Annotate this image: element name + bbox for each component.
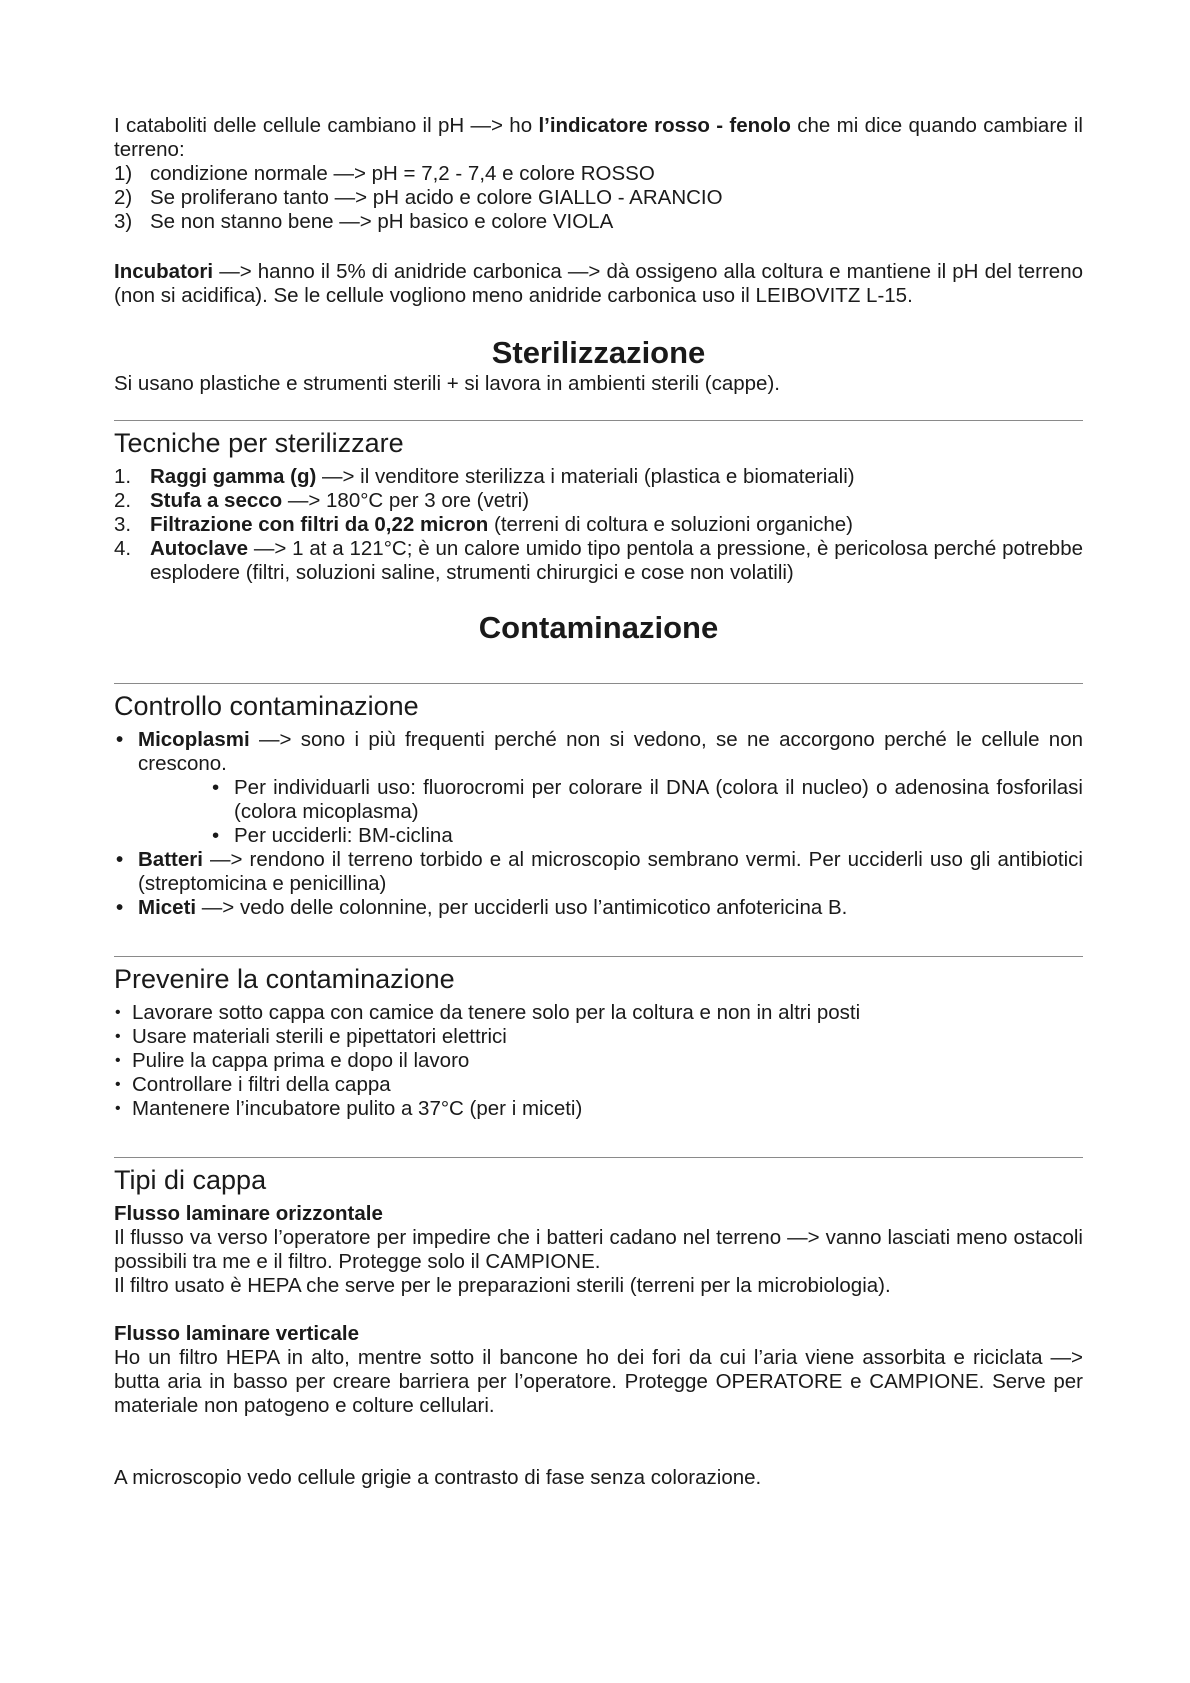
list-text: Pulire la cappa prima e dopo il lavoro [132,1049,470,1072]
list-text: —> 180°C per 3 ore (vetri) [282,489,530,512]
list-number: 2) [114,186,133,209]
list-text: Controllare i filtri della cappa [132,1073,391,1096]
sublist-text: Per individuarli uso: fluorocromi per colorare il DNA (colora il nucleo) o adenosina fosforilasi (colora micoplasma) [234,776,1083,823]
bullet: • [115,1076,121,1093]
bullet: • [115,1028,121,1045]
bullet: • [212,776,220,799]
subsection-title-tecniche: Tecniche per sterilizzare [114,428,404,458]
list-item-miceti [114,896,1083,920]
list-item [114,465,1083,489]
list-bold: Filtrazione con filtri da 0,22 micron [150,513,489,536]
final-text: A microscopio vedo cellule grigie a contrasto di fase senza colorazione. [114,1466,762,1489]
list-item [114,1049,1083,1073]
list-bold: Stufa a secco [150,489,283,512]
list-item [114,513,1083,537]
incubatori-paragraph [114,260,1083,308]
prevenire-list [114,1001,1083,1121]
vert-text: Ho un filtro HEPA in alto, mentre sotto il bancone ho dei fori da cui l’aria viene assorbita e riciclata —> butta aria in basso per creare barriera per l’operatore. Protegge OPERATORE e CAMPIONE. Serve per materiale non patogeno e colture cellulari. [114,1346,1083,1417]
list-item [114,489,1083,513]
bullet: • [115,1004,121,1021]
list-item [114,210,1083,234]
tecniche-list [114,465,1083,585]
list-text: Usare materiali sterili e pipettatori elettrici [132,1025,507,1048]
intro-paragraph [114,114,1083,162]
list-text: —> rendono il terreno torbido e al microscopio sembrano vermi. Per ucciderli uso gli antibiotici (streptomicina e penicillina) [138,848,1083,895]
list-text: (terreni di coltura e soluzioni organiche) [488,513,853,536]
incubatori-text: —> hanno il 5% di anidride carbonica —> dà ossigeno alla coltura e mantiene il pH del terreno (non si acidifica). Se le cellule vogliono meno anidride carbonica uso il LEIBOVITZ L-15. [114,260,1083,307]
bullet: • [212,824,220,847]
list-item [114,1073,1083,1097]
list-item-micoplasmi [114,728,1083,776]
subsection-title-cappa: Tipi di cappa [114,1165,267,1195]
micoplasmi-sublist [114,776,1083,848]
divider [114,683,1083,684]
bullet: • [116,896,124,919]
list-bold: Micoplasmi [138,728,250,751]
list-item [114,537,1083,585]
sublist-item [210,776,1083,824]
vert-title-text: Flusso laminare verticale [114,1322,359,1345]
list-number: 3) [114,210,133,233]
ph-list [114,162,1083,234]
list-text: —> sono i più frequenti perché non si vedono, se ne accorgono perché le cellule non crescono. [138,728,1083,775]
oriz-title [114,1202,1083,1226]
list-text: Mantenere l’incubatore pulito a 37°C (per i miceti) [132,1097,583,1120]
list-bold: Autoclave [150,537,248,560]
section-title-sterilizzazione: Sterilizzazione [491,335,706,370]
bullet: • [115,1100,121,1117]
subsection-title-controllo: Controllo contaminazione [114,691,419,721]
list-text: —> il venditore sterilizza i materiali (plastica e biomateriali) [316,465,855,488]
bullet: • [116,728,124,751]
divider [114,420,1083,421]
divider [114,1157,1083,1158]
list-item [114,186,1083,210]
section-title-contaminazione: Contaminazione [478,610,719,645]
subsection-title-prevenire: Prevenire la contaminazione [114,964,455,994]
controllo-list-2 [114,848,1083,920]
steril-text: Si usano plastiche e strumenti sterili + si lavora in ambienti sterili (cappe). [114,372,780,395]
list-number: 2. [114,489,132,512]
list-item-batteri [114,848,1083,896]
vert-title [114,1322,1083,1346]
list-item [114,1025,1083,1049]
oriz-text-2: Il filtro usato è HEPA che serve per le preparazioni sterili (terreni per la microbiologia). [114,1274,891,1297]
bullet: • [115,1052,121,1069]
list-text: condizione normale —> pH = 7,2 - 7,4 e colore ROSSO [150,162,655,185]
document-page [114,114,1083,1490]
list-text: Se non stanno bene —> pH basico e colore VIOLA [150,210,614,233]
bullet: • [116,848,124,871]
controllo-list [114,728,1083,776]
list-number: 1) [114,162,133,185]
sublist-text: Per ucciderli: BM-ciclina [234,824,453,847]
list-text: Se proliferano tanto —> pH acido e colore GIALLO - ARANCIO [150,186,723,209]
oriz-text-1: Il flusso va verso l’operatore per impedire che i batteri cadano nel terreno —> vanno lasciati meno ostacoli possibili tra me e il filtro. Protegge solo il CAMPIONE. [114,1226,1083,1273]
sublist-item [210,824,1083,848]
list-bold: Miceti [138,896,197,919]
list-item [114,1001,1083,1025]
intro-text-a: I cataboliti delle cellule cambiano il pH —> ho [114,114,539,137]
incubatori-bold: Incubatori [114,260,214,283]
list-number: 3. [114,513,132,536]
list-text: Lavorare sotto cappa con camice da tenere solo per la coltura e non in altri posti [132,1001,861,1024]
list-bold: Raggi gamma (g) [150,465,317,488]
intro-bold: l’indicatore rosso - fenolo [538,114,791,137]
list-number: 1. [114,465,132,488]
list-number: 4. [114,537,132,560]
list-text: —> 1 at a 121°C; è un calore umido tipo pentola a pressione, è pericolosa perché potrebbe esplodere (filtri, soluzioni saline, strumenti chirurgici e cose non volatili) [150,537,1083,584]
divider [114,956,1083,957]
list-bold: Batteri [138,848,203,871]
oriz-title-text: Flusso laminare orizzontale [114,1202,383,1225]
list-item [114,162,1083,186]
intro-text-b: che mi dice quando cambiare il terreno: [114,114,1083,161]
list-item [114,1097,1083,1121]
list-text: —> vedo delle colonnine, per ucciderli uso l’antimicotico anfotericina B. [196,896,848,919]
